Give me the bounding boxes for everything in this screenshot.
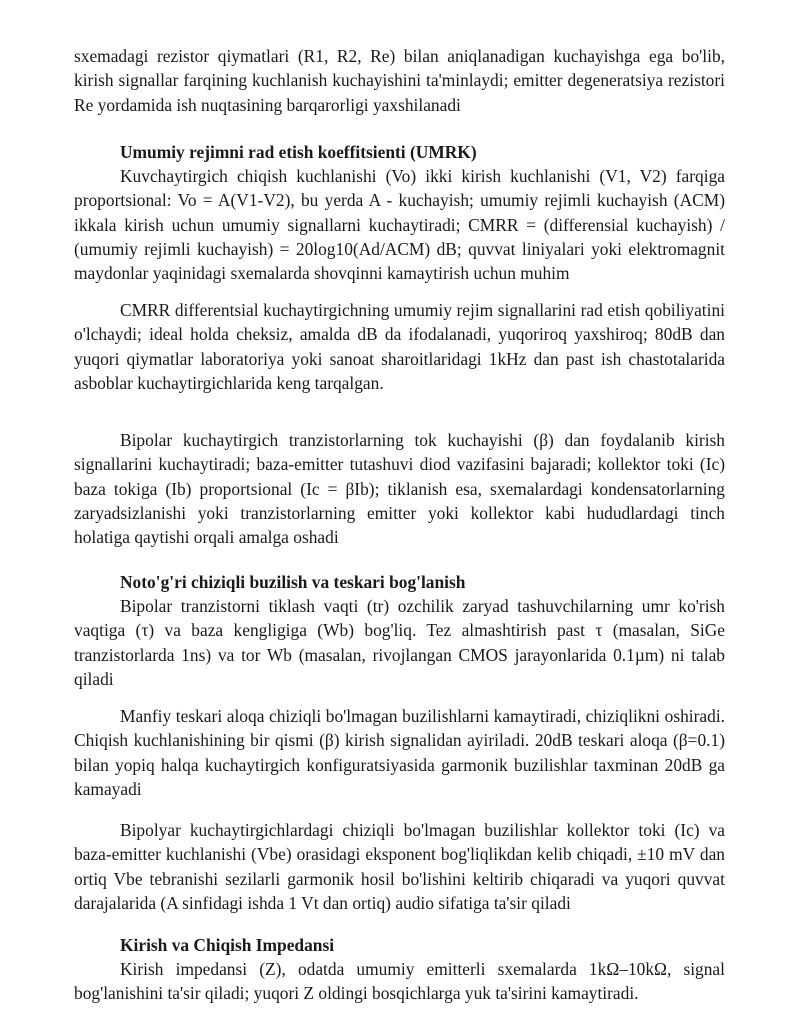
- paragraph-negative-feedback: Manfiy teskari aloqa chiziqli bo'lmagan buzilishlarni kamaytiradi, chiziqlikni oshiradi. Chiqish kuchlanishining bir qismi (β) kirish signalidan ayiriladi. 20dB teskari aloqa (β=0.1) bilan yopiq halqa kuchaytirgich konfiguratsiyasida garmonik buzilishlar taxminan 20dB ga kamayadi: [74, 706, 725, 799]
- heading-impedance: Kirish va Chiqish Impedansi: [120, 935, 335, 955]
- paragraph-input-impedance: Kirish impedansi (Z), odatda umumiy emitterli sxemalarda 1kΩ–10kΩ, signal bog'lanishini ta'sir qiladi; yuqori Z oldingi bosqichlarga yuk ta'sirini kamaytiradi.: [74, 959, 725, 1004]
- paragraph-cmrr-definition: Kuvchaytirgich chiqish kuchlanishi (Vo) ikki kirish kuchlanishi (V1, V2) farqiga proportsional: Vo = A(V1-V2), bu yerda A - kuchayish; umumiy rejimli kuchayish (ACM) ikkala kirish uchun umumiy signallarni kuchaytiradi; CMRR = (differensial kuchayish) / (umumiy rejimli kuchayish) = 20log10(Ad/ACM) dB; quvvat liniyalari yoki elektromagnit maydonlar yaqinidagi sxemalarda shovqinni kamaytirish uchun muhim: [74, 166, 725, 284]
- paragraph-bipolar-amplifier: Bipolar kuchaytirgich tranzistorlarning tok kuchayishi (β) dan foydalanib kirish signallarini kuchaytiradi; baza-emitter tutashuvi diod vazifasini bajaradi; kollektor toki (Ic) baza tokiga (Ib) proportsional (Ic = βIb); tiklanish esa, sxemalardagi kondensatorlarning zaryadsizlanishi yoki tranzistorlarning emitter yoki kollektor kabi hududlardagi tinch holatiga qaytishi orqali amalga oshadi: [74, 430, 725, 548]
- heading-cmrr: Umumiy rejimni rad etish koeffitsienti (UMRK): [120, 142, 477, 162]
- heading-distortion-feedback: Noto'g'ri chiziqli buzilish va teskari bog'lanish: [120, 572, 466, 592]
- paragraph-recovery-time: Bipolar tranzistorni tiklash vaqti (tr) ozchilik zaryad tashuvchilarning umr ko'rish vaqtiga (τ) va baza kengligiga (Wb) bog'liq. Tez almashtirish past τ (masalan, SiGe tranzistorlarda 1ns) va tor Wb (masalan, rivojlangan CMOS jarayonlarida 0.1µm) ni talab qiladi: [74, 596, 725, 689]
- paragraph-nonlinear-distortion: Bipolyar kuchaytirgichlardagi chiziqli bo'lmagan buzilishlar kollektor toki (Ic) va baza-emitter kuchlanishi (Vbe) orasidagi eksponent bog'liqlikdan kelib chiqadi, ±10 mV dan ortiq Vbe tebranishi sezilarli garmonik hosil bo'lishini keltirib chiqaradi va yuqori quvvat darajalarida (A sinfidagi ishda 1 Vt dan ortiq) audio sifatiga ta'sir qiladi: [74, 820, 725, 913]
- paragraph-intro: sxemadagi rezistor qiymatlari (R1, R2, Re) bilan aniqlanadigan kuchayishga ega bo'lib, kirish signallar farqining kuchlanish kuchayishini ta'minlaydi; emitter degeneratsiya rezistori Re yordamida ish nuqtasining barqarorligi yaxshilanadi: [74, 46, 725, 115]
- paragraph-cmrr-measure: CMRR differentsial kuchaytirgichning umumiy rejim signallarini rad etish qobiliyatini o'lchaydi; ideal holda cheksiz, amalda dB da ifodalanadi, yuqoriroq yaxshiroq; 80dB dan yuqori qiymatlar laboratoriya yoki sanoat sharoitlaridagi 1kHz dan past ish chastotalarida asboblar kuchaytirgichlarida keng tarqalgan.: [74, 300, 725, 393]
